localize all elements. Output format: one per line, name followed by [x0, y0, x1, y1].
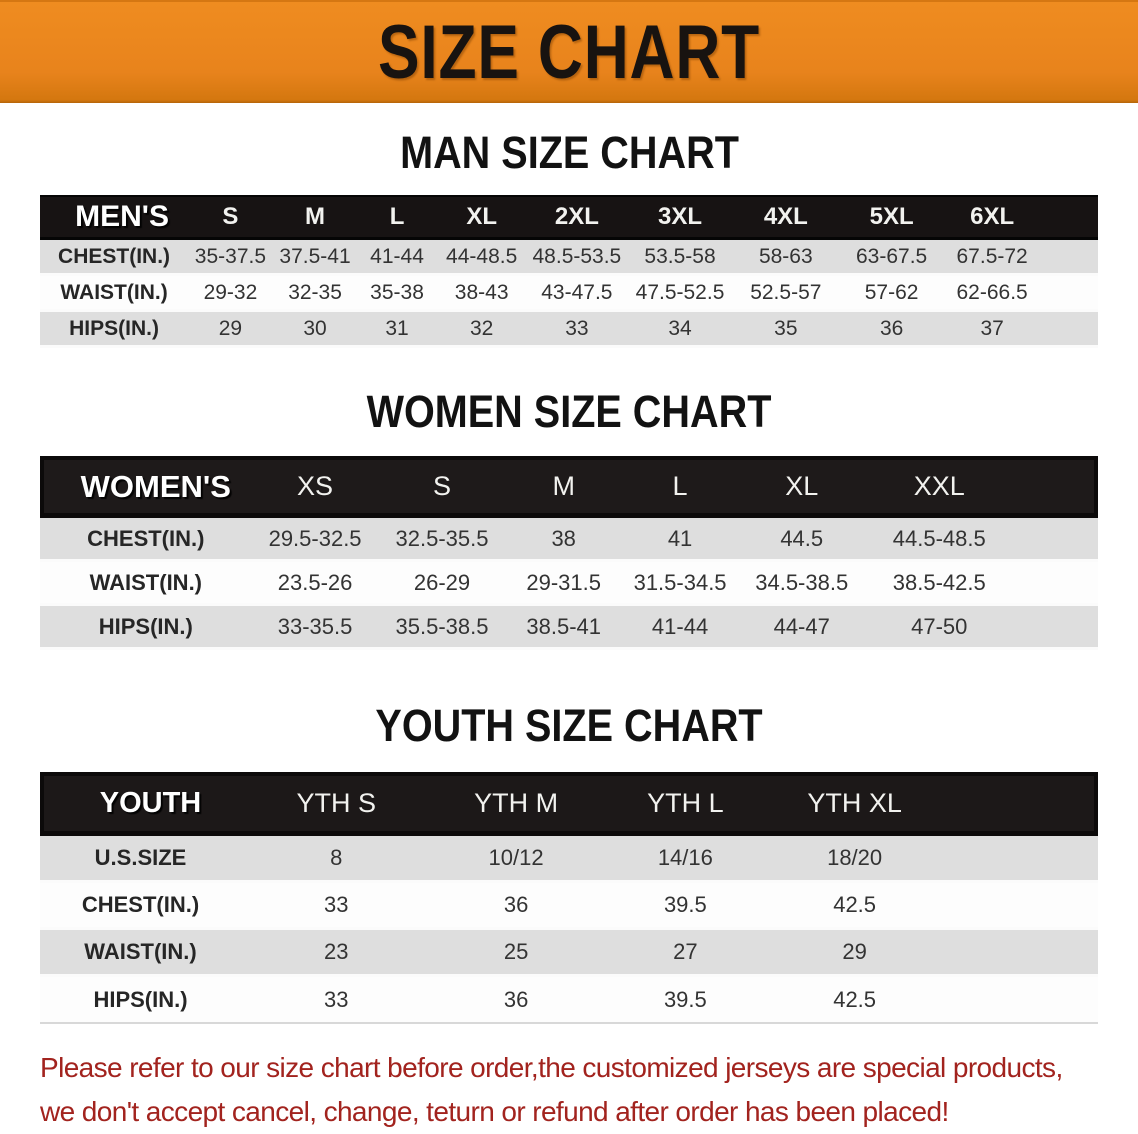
size-cell: 10/12	[431, 836, 600, 883]
col-header: S	[379, 456, 506, 518]
size-cell: 44.5-48.5	[865, 518, 1013, 562]
size-cell: 29.5-32.5	[252, 518, 379, 562]
size-cell: 34	[627, 312, 733, 348]
spacer-cell	[1013, 456, 1098, 518]
size-cell: 35-38	[357, 276, 436, 312]
row-label: U.S.SIZE	[40, 836, 241, 883]
disclaimer-line-1: Please refer to our size chart before order,the customized jerseys are special products,	[40, 1052, 1063, 1083]
row-label: WAIST(IN.)	[40, 276, 188, 312]
size-cell: 36	[431, 977, 600, 1024]
row-label: WAIST(IN.)	[40, 930, 241, 977]
size-cell: 58-63	[733, 240, 839, 276]
men-corner-label: MEN'S	[40, 195, 188, 240]
size-cell: 33	[241, 977, 431, 1024]
size-cell: 23	[241, 930, 431, 977]
size-cell: 62-66.5	[945, 276, 1040, 312]
spacer-cell	[939, 977, 1098, 1024]
man-section-heading	[0, 125, 1138, 181]
disclaimer-line-2: we don't accept cancel, change, teturn or refund after order has been placed!	[40, 1096, 949, 1127]
men-size-table	[40, 195, 1098, 348]
size-cell: 23.5-26	[252, 562, 379, 606]
spacer-cell	[939, 883, 1098, 930]
col-header: YTH S	[241, 772, 431, 836]
size-cell: 38.5-42.5	[865, 562, 1013, 606]
youth-section-heading-text: YOUTH SIZE CHART	[375, 700, 763, 751]
size-cell: 41-44	[357, 240, 436, 276]
spacer-cell	[1040, 195, 1098, 240]
size-cell: 38	[506, 518, 622, 562]
row-label: CHEST(IN.)	[40, 518, 252, 562]
col-header: 6XL	[945, 195, 1040, 240]
col-header: YTH XL	[770, 772, 939, 836]
table-row	[40, 312, 1098, 348]
col-header: L	[357, 195, 436, 240]
youth-size-table	[40, 772, 1098, 1024]
size-cell: 33-35.5	[252, 606, 379, 650]
col-header: XL	[437, 195, 527, 240]
col-header: 5XL	[839, 195, 945, 240]
size-cell: 31	[357, 312, 436, 348]
size-cell: 34.5-38.5	[738, 562, 865, 606]
size-cell: 63-67.5	[839, 240, 945, 276]
size-chart-banner	[0, 0, 1138, 103]
spacer-cell	[1013, 562, 1098, 606]
women-section-heading	[0, 384, 1138, 440]
col-header: XXL	[865, 456, 1013, 518]
size-cell: 42.5	[770, 883, 939, 930]
women-corner-label: WOMEN'S	[40, 456, 252, 518]
spacer-cell	[1040, 240, 1098, 276]
table-row	[40, 606, 1098, 650]
row-label: CHEST(IN.)	[40, 883, 241, 930]
size-cell: 35.5-38.5	[379, 606, 506, 650]
col-header: 4XL	[733, 195, 839, 240]
col-header: XS	[252, 456, 379, 518]
size-cell: 29-32	[188, 276, 273, 312]
size-cell: 14/16	[601, 836, 770, 883]
size-cell: 27	[601, 930, 770, 977]
table-row	[40, 977, 1098, 1024]
size-cell: 44-47	[738, 606, 865, 650]
spacer-cell	[939, 930, 1098, 977]
size-cell: 41-44	[622, 606, 738, 650]
youth-header-row	[40, 772, 1098, 836]
spacer-cell	[939, 772, 1098, 836]
size-cell: 48.5-53.5	[527, 240, 628, 276]
size-cell: 47.5-52.5	[627, 276, 733, 312]
size-cell: 35	[733, 312, 839, 348]
size-cell: 43-47.5	[527, 276, 628, 312]
size-cell: 32-35	[273, 276, 358, 312]
size-cell: 47-50	[865, 606, 1013, 650]
size-cell: 42.5	[770, 977, 939, 1024]
spacer-cell	[939, 836, 1098, 883]
banner-title: SIZE CHART	[377, 9, 761, 95]
women-header-row	[40, 456, 1098, 518]
size-cell: 57-62	[839, 276, 945, 312]
col-header: M	[273, 195, 358, 240]
size-cell: 18/20	[770, 836, 939, 883]
size-cell: 32.5-35.5	[379, 518, 506, 562]
spacer-cell	[1040, 312, 1098, 348]
size-cell: 53.5-58	[627, 240, 733, 276]
table-row	[40, 276, 1098, 312]
youth-section-heading	[0, 698, 1138, 754]
table-row	[40, 240, 1098, 276]
size-cell: 32	[437, 312, 527, 348]
size-cell: 67.5-72	[945, 240, 1040, 276]
youth-corner-label: YOUTH	[40, 772, 241, 836]
size-cell: 26-29	[379, 562, 506, 606]
col-header: YTH L	[601, 772, 770, 836]
row-label: HIPS(IN.)	[40, 312, 188, 348]
size-cell: 8	[241, 836, 431, 883]
table-row	[40, 562, 1098, 606]
size-cell: 29-31.5	[506, 562, 622, 606]
women-size-table	[40, 456, 1098, 650]
size-cell: 37.5-41	[273, 240, 358, 276]
row-label: WAIST(IN.)	[40, 562, 252, 606]
size-cell: 44-48.5	[437, 240, 527, 276]
size-cell: 31.5-34.5	[622, 562, 738, 606]
size-cell: 29	[188, 312, 273, 348]
size-cell: 25	[431, 930, 600, 977]
man-section-heading-text: MAN SIZE CHART	[399, 127, 739, 178]
col-header: YTH M	[431, 772, 600, 836]
size-cell: 36	[431, 883, 600, 930]
size-cell: 39.5	[601, 883, 770, 930]
spacer-cell	[1040, 276, 1098, 312]
size-cell: 37	[945, 312, 1040, 348]
size-cell: 35-37.5	[188, 240, 273, 276]
table-row	[40, 836, 1098, 883]
table-row	[40, 930, 1098, 977]
size-cell: 38.5-41	[506, 606, 622, 650]
size-cell: 29	[770, 930, 939, 977]
size-cell: 33	[527, 312, 628, 348]
col-header: 2XL	[527, 195, 628, 240]
col-header: L	[622, 456, 738, 518]
col-header: M	[506, 456, 622, 518]
size-cell: 36	[839, 312, 945, 348]
col-header: S	[188, 195, 273, 240]
disclaimer	[0, 1046, 1138, 1134]
size-cell: 30	[273, 312, 358, 348]
col-header: XL	[738, 456, 865, 518]
men-header-row	[40, 195, 1098, 240]
spacer-cell	[1013, 606, 1098, 650]
size-cell: 38-43	[437, 276, 527, 312]
size-cell: 33	[241, 883, 431, 930]
row-label: HIPS(IN.)	[40, 977, 241, 1024]
row-label: HIPS(IN.)	[40, 606, 252, 650]
size-cell: 41	[622, 518, 738, 562]
col-header: 3XL	[627, 195, 733, 240]
women-section-heading-text: WOMEN SIZE CHART	[366, 386, 772, 437]
table-row	[40, 518, 1098, 562]
row-label: CHEST(IN.)	[40, 240, 188, 276]
size-cell: 39.5	[601, 977, 770, 1024]
spacer-cell	[1013, 518, 1098, 562]
size-cell: 52.5-57	[733, 276, 839, 312]
size-cell: 44.5	[738, 518, 865, 562]
table-row	[40, 883, 1098, 930]
